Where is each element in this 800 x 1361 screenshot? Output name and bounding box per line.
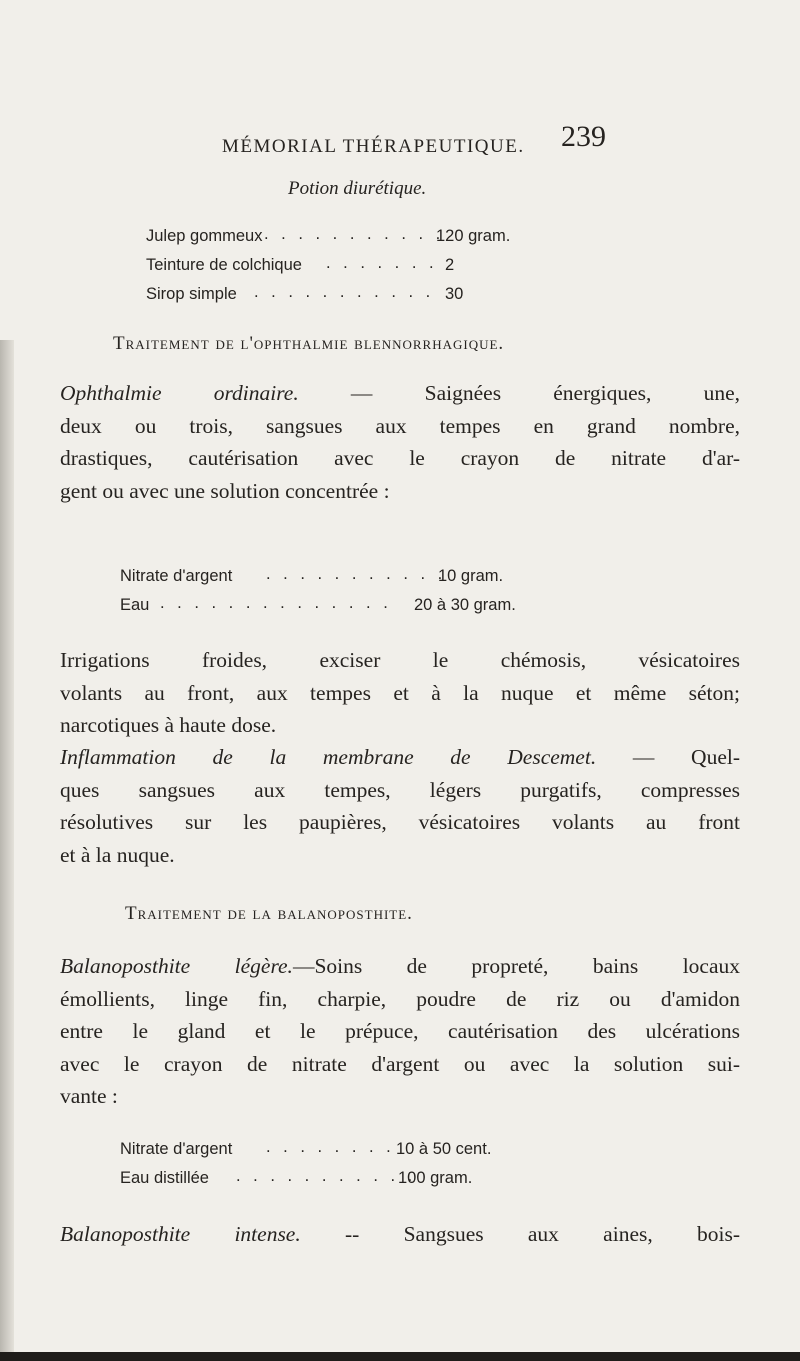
text-line: résolutives sur les paupières, vésicatoires volants au front	[60, 810, 740, 834]
recipe-line	[146, 225, 511, 251]
text-span: — Quel-	[596, 745, 740, 769]
text-line	[60, 377, 740, 410]
text-line: deux ou trois, sangsues aux tempes en grand nombre,	[60, 413, 740, 438]
recipe-line	[146, 285, 476, 309]
text-line: volants au front, aux tempes et à la nuque et même séton;	[60, 680, 740, 705]
ingredient-name: Eau	[120, 596, 150, 614]
paragraph	[60, 741, 740, 871]
italic-lead: Balanoposthite intense.	[60, 1222, 301, 1246]
text-line: drastiques, cautérisation avec le crayon de nitrate d'ar-	[60, 446, 740, 470]
leader-dots: . . . . . . . . . . . . . .	[160, 594, 392, 612]
ingredient-quantity: 30	[445, 285, 464, 303]
text-span: -- Sangsues aux aines, bois-	[300, 1222, 740, 1246]
text-line: et à la nuque.	[60, 842, 175, 867]
running-title: MÉMORIAL THÉRAPEUTIQUE.	[222, 136, 525, 157]
leader-dots: . . . . . . . . . . .	[266, 565, 447, 583]
ingredient-name: Sirop simple	[146, 285, 237, 303]
ingredient-quantity: 100 gram.	[398, 1169, 473, 1187]
text-line: Irrigations froides, exciser le chémosis, vésicatoires	[60, 648, 740, 672]
text-line: entre le gland et le prépuce, cautérisation des ulcérations	[60, 1019, 740, 1043]
ingredient-quantity: 10 à 50 cent.	[396, 1140, 492, 1158]
ingredient-name: Nitrate d'argent	[120, 1140, 233, 1158]
italic-lead: Ophthalmie ordinaire.	[60, 381, 299, 405]
text-line	[60, 950, 740, 983]
ingredient-name: Nitrate d'argent	[120, 567, 233, 585]
leader-dots: . . . . . . . . . . .	[264, 225, 445, 243]
italic-lead: Balanoposthite légère.	[60, 954, 293, 978]
text-span: — Saignées énergiques, une,	[298, 381, 740, 405]
leader-dots: . . . . . . . . . . .	[254, 283, 435, 301]
paragraph	[60, 644, 740, 742]
recipe-line	[120, 565, 504, 591]
page-number: 239	[561, 120, 606, 153]
text-line: émollients, linge fin, charpie, poudre de riz ou d'amidon	[60, 986, 740, 1011]
page-bottom-edge	[0, 1352, 800, 1361]
ingredient-quantity: 10 gram.	[438, 567, 504, 585]
section-title: Traitement de la balanoposthite.	[125, 903, 413, 924]
page-gutter-shadow	[0, 340, 14, 1361]
text-line: gent ou avec une solution concentrée :	[60, 478, 390, 503]
text-span: —Soins de propreté, bains locaux	[292, 954, 740, 978]
text-line: narcotiques à haute dose.	[60, 713, 277, 737]
ingredient-name: Eau distillée	[120, 1169, 209, 1187]
recipe-line	[120, 1167, 473, 1193]
leader-dots: . . . . . . . .	[266, 1138, 395, 1156]
ingredient-quantity: 20 à 30 gram.	[414, 596, 516, 614]
text-line: ques sangsues aux tempes, légers purgatifs, compresses	[60, 777, 740, 802]
ingredient-name: Julep gommeux	[146, 227, 263, 245]
recipe-line	[120, 1138, 492, 1164]
leader-dots: . . . . . . .	[326, 254, 438, 272]
recipe-line	[120, 594, 516, 620]
text-line	[60, 741, 740, 774]
leader-dots: . . . . . . . . . . .	[236, 1167, 417, 1185]
ingredient-quantity: 2	[445, 256, 455, 274]
text-line	[60, 1218, 740, 1251]
recipe-line	[146, 256, 476, 280]
text-line: vante :	[60, 1084, 118, 1108]
paragraph	[60, 377, 740, 507]
ingredient-quantity: 120 gram.	[436, 227, 511, 245]
text-line: avec le crayon de nitrate d'argent ou avec la solution sui-	[60, 1051, 740, 1076]
potion-title: Potion diurétique.	[288, 178, 427, 199]
paragraph	[60, 950, 740, 1113]
section-title: Traitement de l'ophthalmie blennorrhagique.	[113, 333, 505, 354]
ingredient-name: Teinture de colchique	[146, 256, 302, 274]
italic-lead: Inflammation de la membrane de Descemet.	[60, 745, 597, 769]
paragraph	[60, 1218, 740, 1251]
